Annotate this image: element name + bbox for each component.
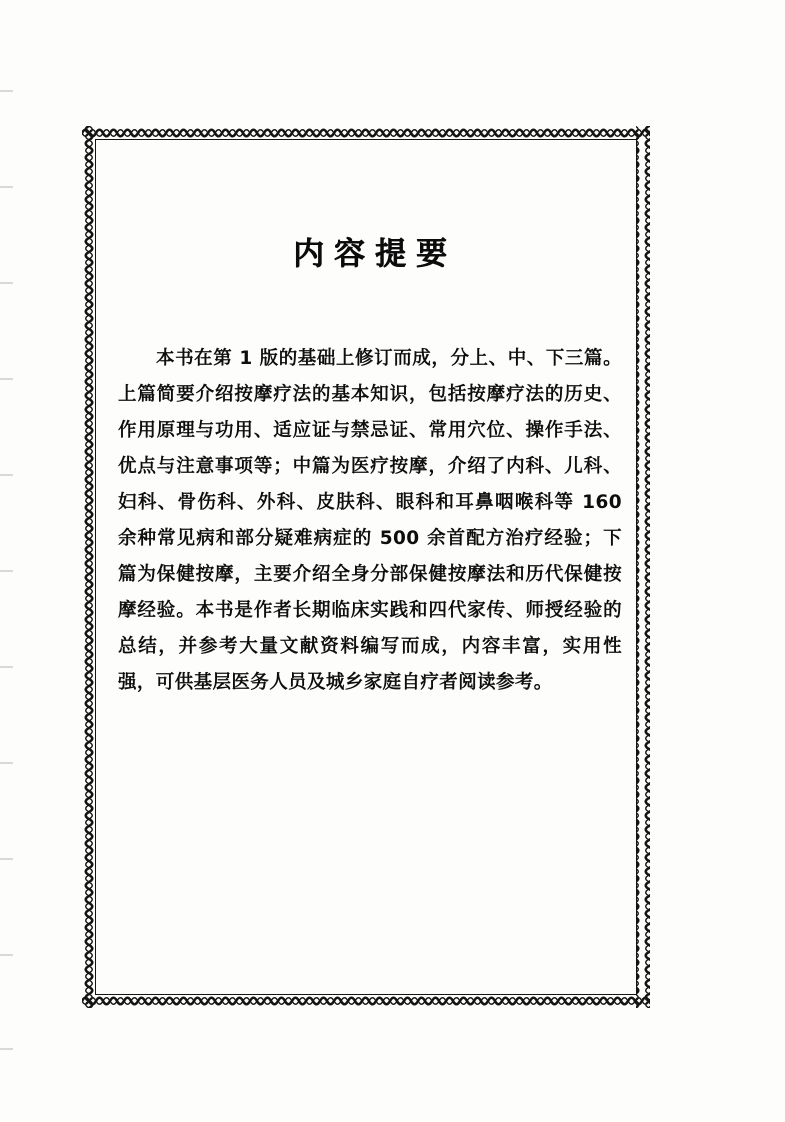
page-content (110, 200, 630, 701)
scan-edge-artifacts (0, 90, 16, 1050)
page-title: 内容提要 (293, 236, 457, 272)
abstract-paragraph: 本书在第 1 版的基础上修订而成，分上、中、下三篇。上篇简要介绍按摩疗法的基本知识，包括按摩疗法的历史、作用原理与功用、适应证与禁忌证、常用穴位、操作手法、优点与注意事项等；中篇为医疗按摩，介绍了内科、儿科、妇科、骨伤科、外科、皮肤科、眼科和耳鼻咽喉科等 160 余种常见病和部分疑难病症的 500 余首配方治疗经验；下篇为保健按摩，主要介绍全身分部保健按摩法和历代保健按摩经验。本书是作者长期临床实践和四代家传、师授经验的总结，并参考大量文献资料编写而成，内容丰富，实用性强，可供基层医务人员及城乡家庭自疗者阅读参考。 (118, 348, 622, 693)
